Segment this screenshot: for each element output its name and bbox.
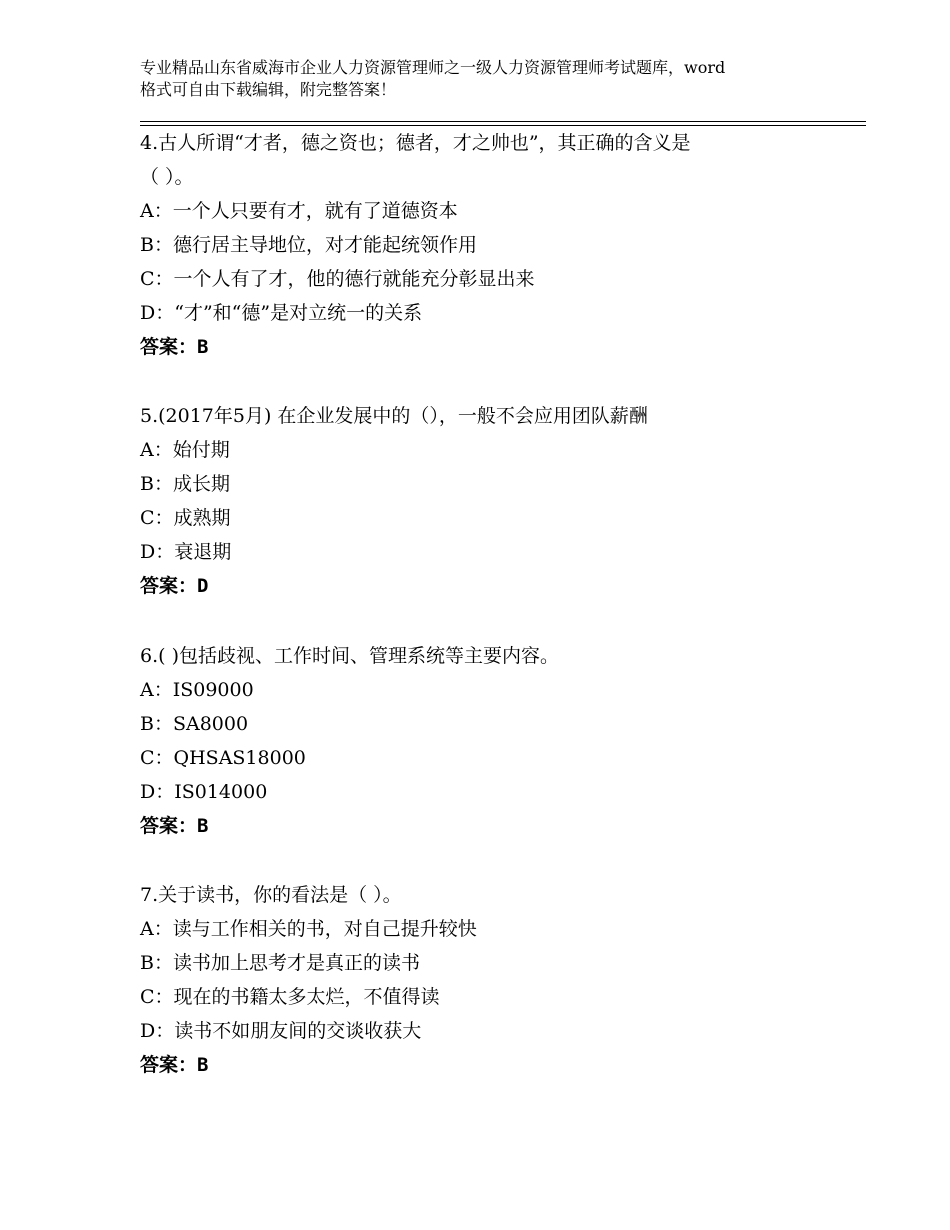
document-header xyxy=(140,57,830,101)
answer-label: 答案：D xyxy=(140,575,209,597)
option-d: D：IS014000 xyxy=(140,781,268,803)
option-b: B：德行居主导地位，对才能起统领作用 xyxy=(140,234,477,256)
option-c: C：QHSAS18000 xyxy=(140,747,306,769)
option-d: D：衰退期 xyxy=(140,541,232,563)
question-5 xyxy=(140,399,830,603)
option-b: B：SA8000 xyxy=(140,713,249,735)
answer-label: 答案：B xyxy=(140,1054,209,1076)
header-line-1: 专业精品山东省威海市企业人力资源管理师之一级人力资源管理师考试题库，word xyxy=(140,58,726,77)
question-stem: 6.( )包括歧视、工作时间、管理系统等主要内容。 xyxy=(140,645,559,667)
option-a: A：一个人只要有才，就有了道德资本 xyxy=(140,200,458,222)
option-c: C：现在的书籍太多太烂，不值得读 xyxy=(140,986,440,1008)
question-6 xyxy=(140,639,830,843)
header-divider-top xyxy=(140,121,866,122)
option-a: A：始付期 xyxy=(140,439,230,461)
option-b: B：成长期 xyxy=(140,473,230,495)
option-c: C：成熟期 xyxy=(140,507,231,529)
question-stem: 4.古人所谓“才者，德之资也；德者，才之帅也”，其正确的含义是 xyxy=(140,132,691,154)
option-d: D：读书不如朋友间的交谈收获大 xyxy=(140,1020,422,1042)
option-a: A：读与工作相关的书，对自己提升较快 xyxy=(140,918,477,940)
option-c: C：一个人有了才，他的德行就能充分彰显出来 xyxy=(140,268,535,290)
option-a: A：IS09000 xyxy=(140,679,254,701)
option-d: D：“才”和“德”是对立统一的关系 xyxy=(140,302,423,324)
question-stem: 7.关于读书，你的看法是（ ）。 xyxy=(140,884,402,906)
question-stem-continued: （ ）。 xyxy=(140,166,194,188)
header-line-2: 格式可自由下载编辑，附完整答案！ xyxy=(140,80,397,99)
answer-label: 答案：B xyxy=(140,336,209,358)
answer-label: 答案：B xyxy=(140,815,209,837)
question-4 xyxy=(140,126,830,364)
question-stem: 5.(2017年5月) 在企业发展中的（），一般不会应用团队薪酬 xyxy=(140,405,648,427)
question-7 xyxy=(140,878,830,1082)
option-b: B：读书加上思考才是真正的读书 xyxy=(140,952,420,974)
